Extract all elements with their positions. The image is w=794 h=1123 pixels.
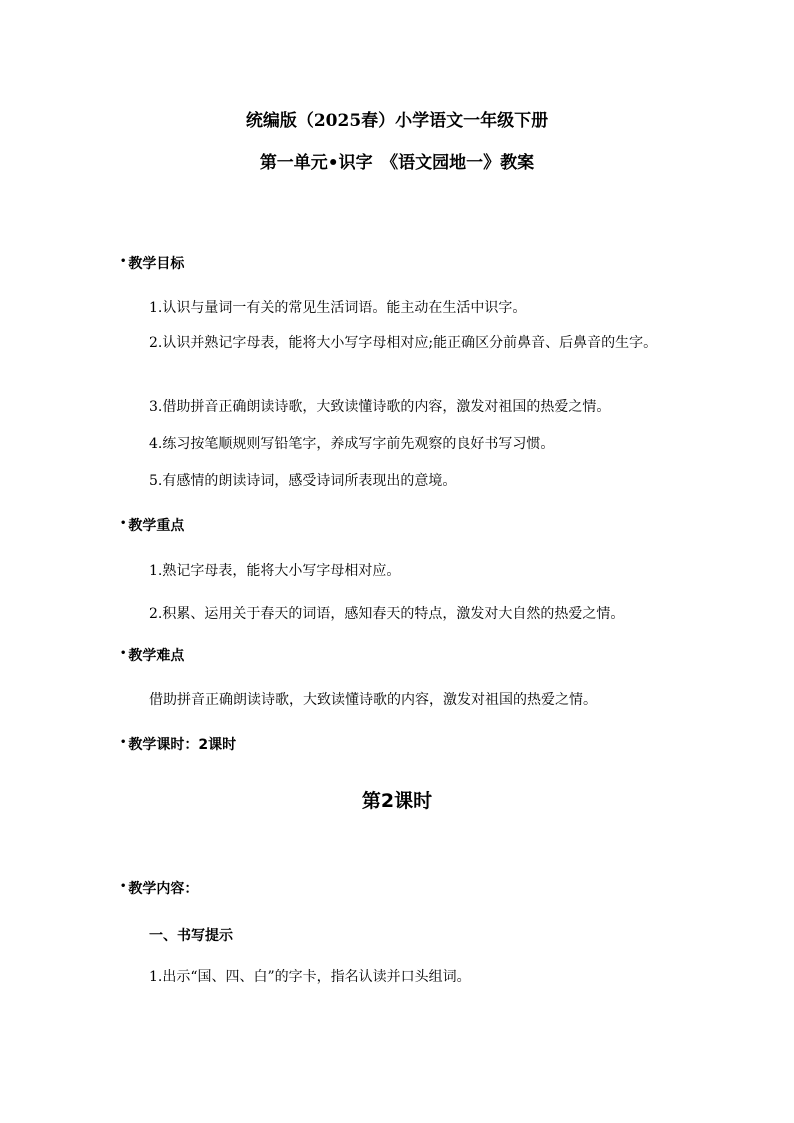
difficulties-text: 借助拼音正确朗读诗歌，大致读懂诗歌的内容，激发对祖国的热爱之情。 [149, 692, 597, 708]
key-point-item-2: 2.积累、运用关于春天的词语，感知春天的特点，激发对大自然的热爱之情。 [149, 606, 625, 622]
objective-item-5: 5.有感情的朗读诗词，感受诗词所表现出的意境。 [149, 473, 457, 489]
class-hours: • 教学课时：2课时 [120, 734, 236, 754]
document-title: 统编版（2025春）小学语文一年级下册 [245, 111, 549, 131]
section-title-writing-tips: 一、书写提示 [149, 928, 233, 944]
content-heading: • 教学内容： [120, 878, 198, 898]
objective-item-1: 1.认识与量词一有关的常见生活词语。能主动在生活中识字。 [149, 300, 527, 316]
lesson-title: 第2课时 [361, 790, 433, 812]
key-points-heading: • 教学重点 [120, 515, 184, 535]
difficulties-heading: • 教学难点 [120, 645, 184, 665]
objective-item-3: 3.借助拼音正确朗读诗歌，大致读懂诗歌的内容，激发对祖国的热爱之情。 [149, 399, 611, 415]
objective-item-2: 2.认识并熟记字母表，能将大小写字母相对应;能正确区分前鼻音、后鼻音的生字。 [149, 335, 658, 351]
key-point-item-1: 1.熟记字母表，能将大小写字母相对应。 [149, 563, 401, 579]
objectives-heading: • 教学目标 [120, 253, 184, 273]
document-subtitle: 第一单元•识字 《语文园地一》教案 [259, 153, 535, 173]
content-item-1: 1.出示“国、四、白”的字卡，指名认读并口头组词。 [149, 969, 471, 985]
objective-item-4: 4.练习按笔顺规则写铅笔字，养成写字前先观察的良好书写习惯。 [149, 436, 555, 452]
